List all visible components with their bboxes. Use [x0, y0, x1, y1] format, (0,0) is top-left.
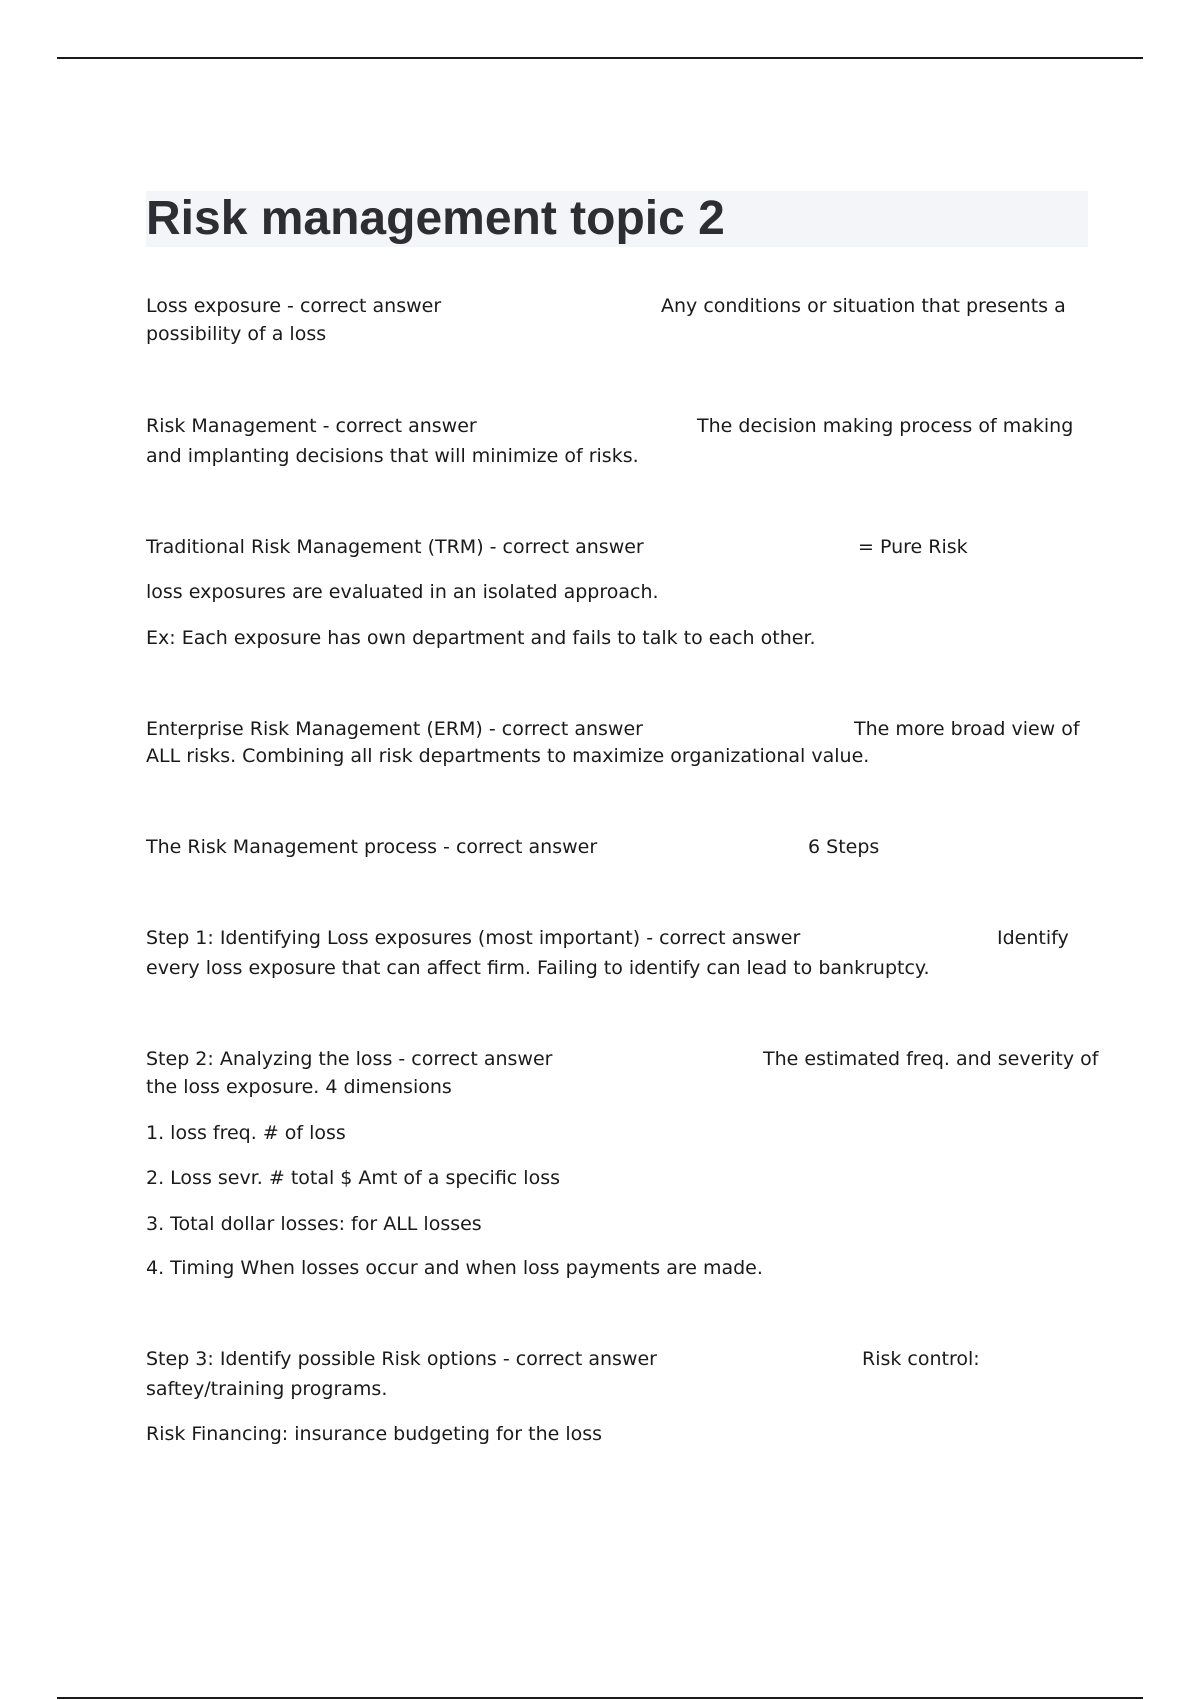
card-5-term: The Risk Management process - correct answer — [146, 836, 598, 858]
page-title: Risk management topic 2 — [146, 192, 725, 245]
card-7-term: Step 2: Analyzing the loss - correct answer — [146, 1048, 553, 1070]
card-2-definition: The decision making process of making — [697, 415, 1074, 437]
card-7-list-item-1: 1. loss freq. # of loss — [146, 1122, 346, 1144]
card-1-definition: Any conditions or situation that presents a — [661, 295, 1066, 317]
card-7-list-item-4: 4. Timing When losses occur and when loss payments are made. — [146, 1257, 763, 1279]
card-7-definition-continued: the loss exposure. 4 dimensions — [146, 1076, 452, 1098]
card-4-definition-continued: ALL risks. Combining all risk departments to maximize organizational value. — [146, 745, 870, 767]
header-rule — [57, 57, 1143, 59]
card-3-term: Traditional Risk Management (TRM) - correct answer — [146, 536, 644, 558]
footer-rule — [57, 1697, 1143, 1699]
card-8-definition: Risk control: — [862, 1348, 980, 1370]
card-1-definition-continued: possibility of a loss — [146, 323, 327, 345]
card-2-definition-continued: and implanting decisions that will minimize of risks. — [146, 445, 639, 467]
card-6-term: Step 1: Identifying Loss exposures (most important) - correct answer — [146, 927, 801, 949]
card-4-term: Enterprise Risk Management (ERM) - correct answer — [146, 718, 643, 740]
card-2-term: Risk Management - correct answer — [146, 415, 477, 437]
card-5-definition: 6 Steps — [808, 836, 880, 858]
card-8-note-1: Risk Financing: insurance budgeting for the loss — [146, 1423, 603, 1445]
card-8-definition-continued: saftey/training programs. — [146, 1378, 388, 1400]
card-7-list-item-3: 3. Total dollar losses: for ALL losses — [146, 1213, 482, 1235]
card-7-list-item-2: 2. Loss sevr. # total $ Amt of a specific loss — [146, 1167, 560, 1189]
card-1-term: Loss exposure - correct answer — [146, 295, 442, 317]
card-3-definition: = Pure Risk — [858, 536, 968, 558]
card-3-note-1: loss exposures are evaluated in an isolated approach. — [146, 581, 659, 603]
card-3-note-2: Ex: Each exposure has own department and fails to talk to each other. — [146, 627, 816, 649]
card-6-definition-continued: every loss exposure that can affect firm. Failing to identify can lead to bankruptcy. — [146, 957, 930, 979]
card-7-definition: The estimated freq. and severity of — [763, 1048, 1099, 1070]
card-8-term: Step 3: Identify possible Risk options - correct answer — [146, 1348, 657, 1370]
card-4-definition: The more broad view of — [854, 718, 1080, 740]
card-6-definition: Identify — [997, 927, 1069, 949]
